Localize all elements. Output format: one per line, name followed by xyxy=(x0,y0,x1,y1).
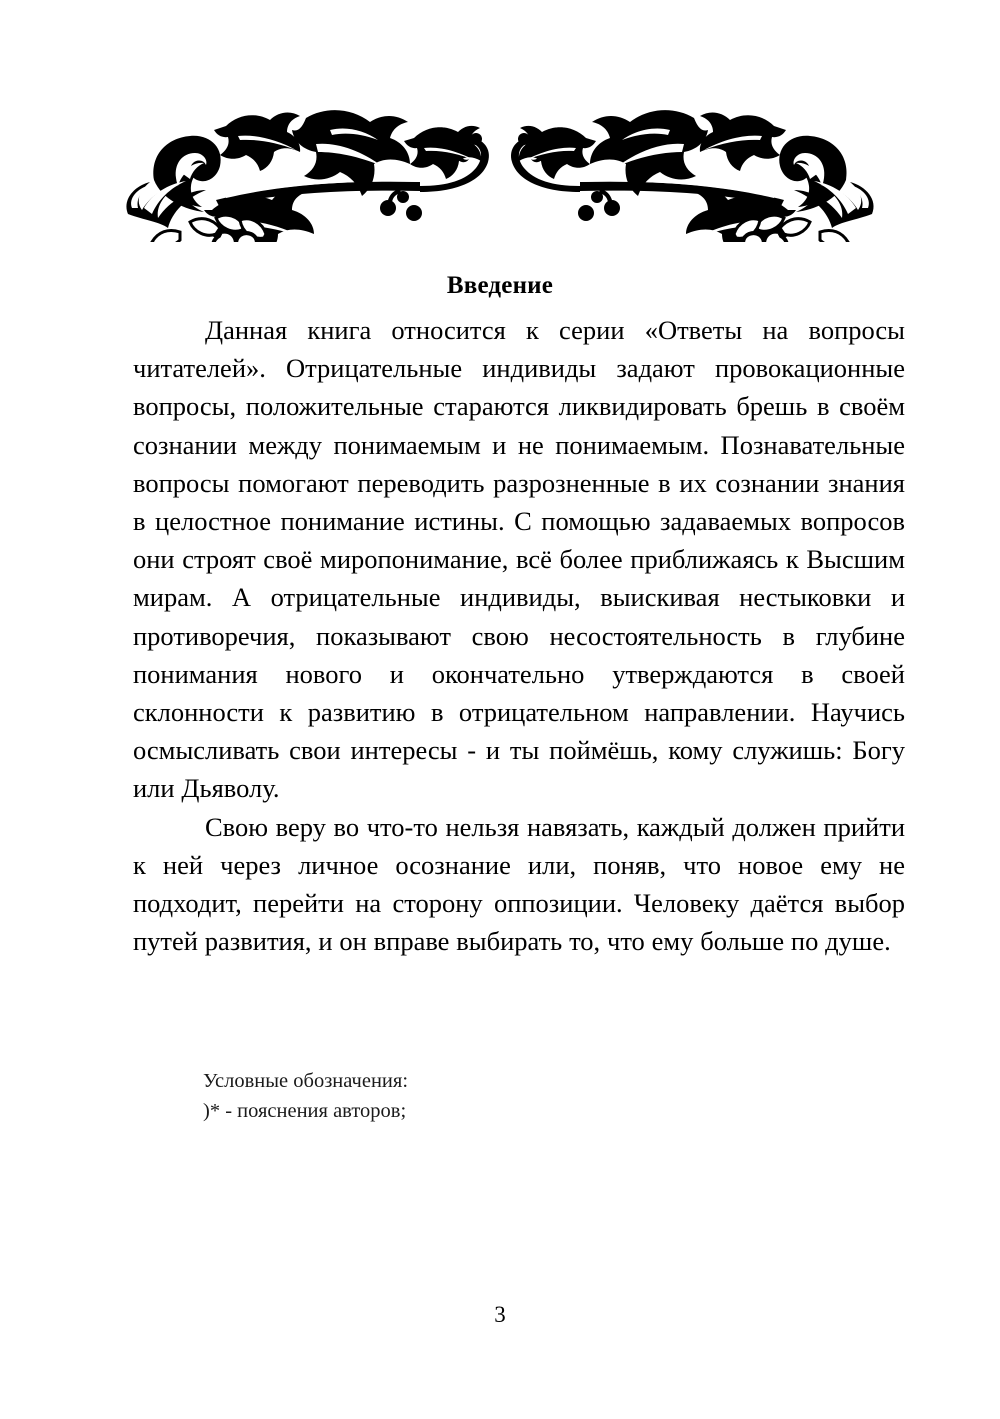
body-paragraph-2: Свою веру во что-то нельзя навязать, каждый должен прийти к ней через личное осознание или, поняв, что новое ему не подходит, перейти на сторону оппозиции. Человеку даётся выбор путей развития, и он вправе выбирать то, что ему больше по душе. xyxy=(133,811,905,957)
body-text xyxy=(133,311,905,960)
legend-entry-authors-notes: )* - пояснения авторов; xyxy=(203,1100,407,1122)
legend-heading: Условные обозначения: xyxy=(203,1070,409,1092)
body-paragraph-1: Данная книга относится к серии «Ответы на вопросы читателей». Отрицательные индивиды задают провокационные вопросы, положительные стараются ликвидировать брешь в своём сознании между понимаемым и не понимаемым. Познавательные вопросы помогают переводить разрозненные в их сознании знания в целостное понимание истины. С помощью задаваемых вопросов они строят своё миропонимание, всё более приближаясь к Высшим мирам. А отрицательные индивиды, выискивая нестыковки и противоречия, показывают свою несостоятельность в глубине понимания нового и окончательно утверждаются в своей склонности к развитию в отрицательном направлении. Научись осмысливать свои интересы - и ты поймёшь, кому служишь: Богу или Дьяволу. xyxy=(133,315,905,804)
holly-acanthus-ornament-icon xyxy=(120,82,880,242)
page-headpiece-ornament xyxy=(0,82,1000,242)
page-number: 3 xyxy=(494,1302,506,1327)
page-title: Введение xyxy=(446,271,554,299)
legend-section xyxy=(203,1066,803,1126)
